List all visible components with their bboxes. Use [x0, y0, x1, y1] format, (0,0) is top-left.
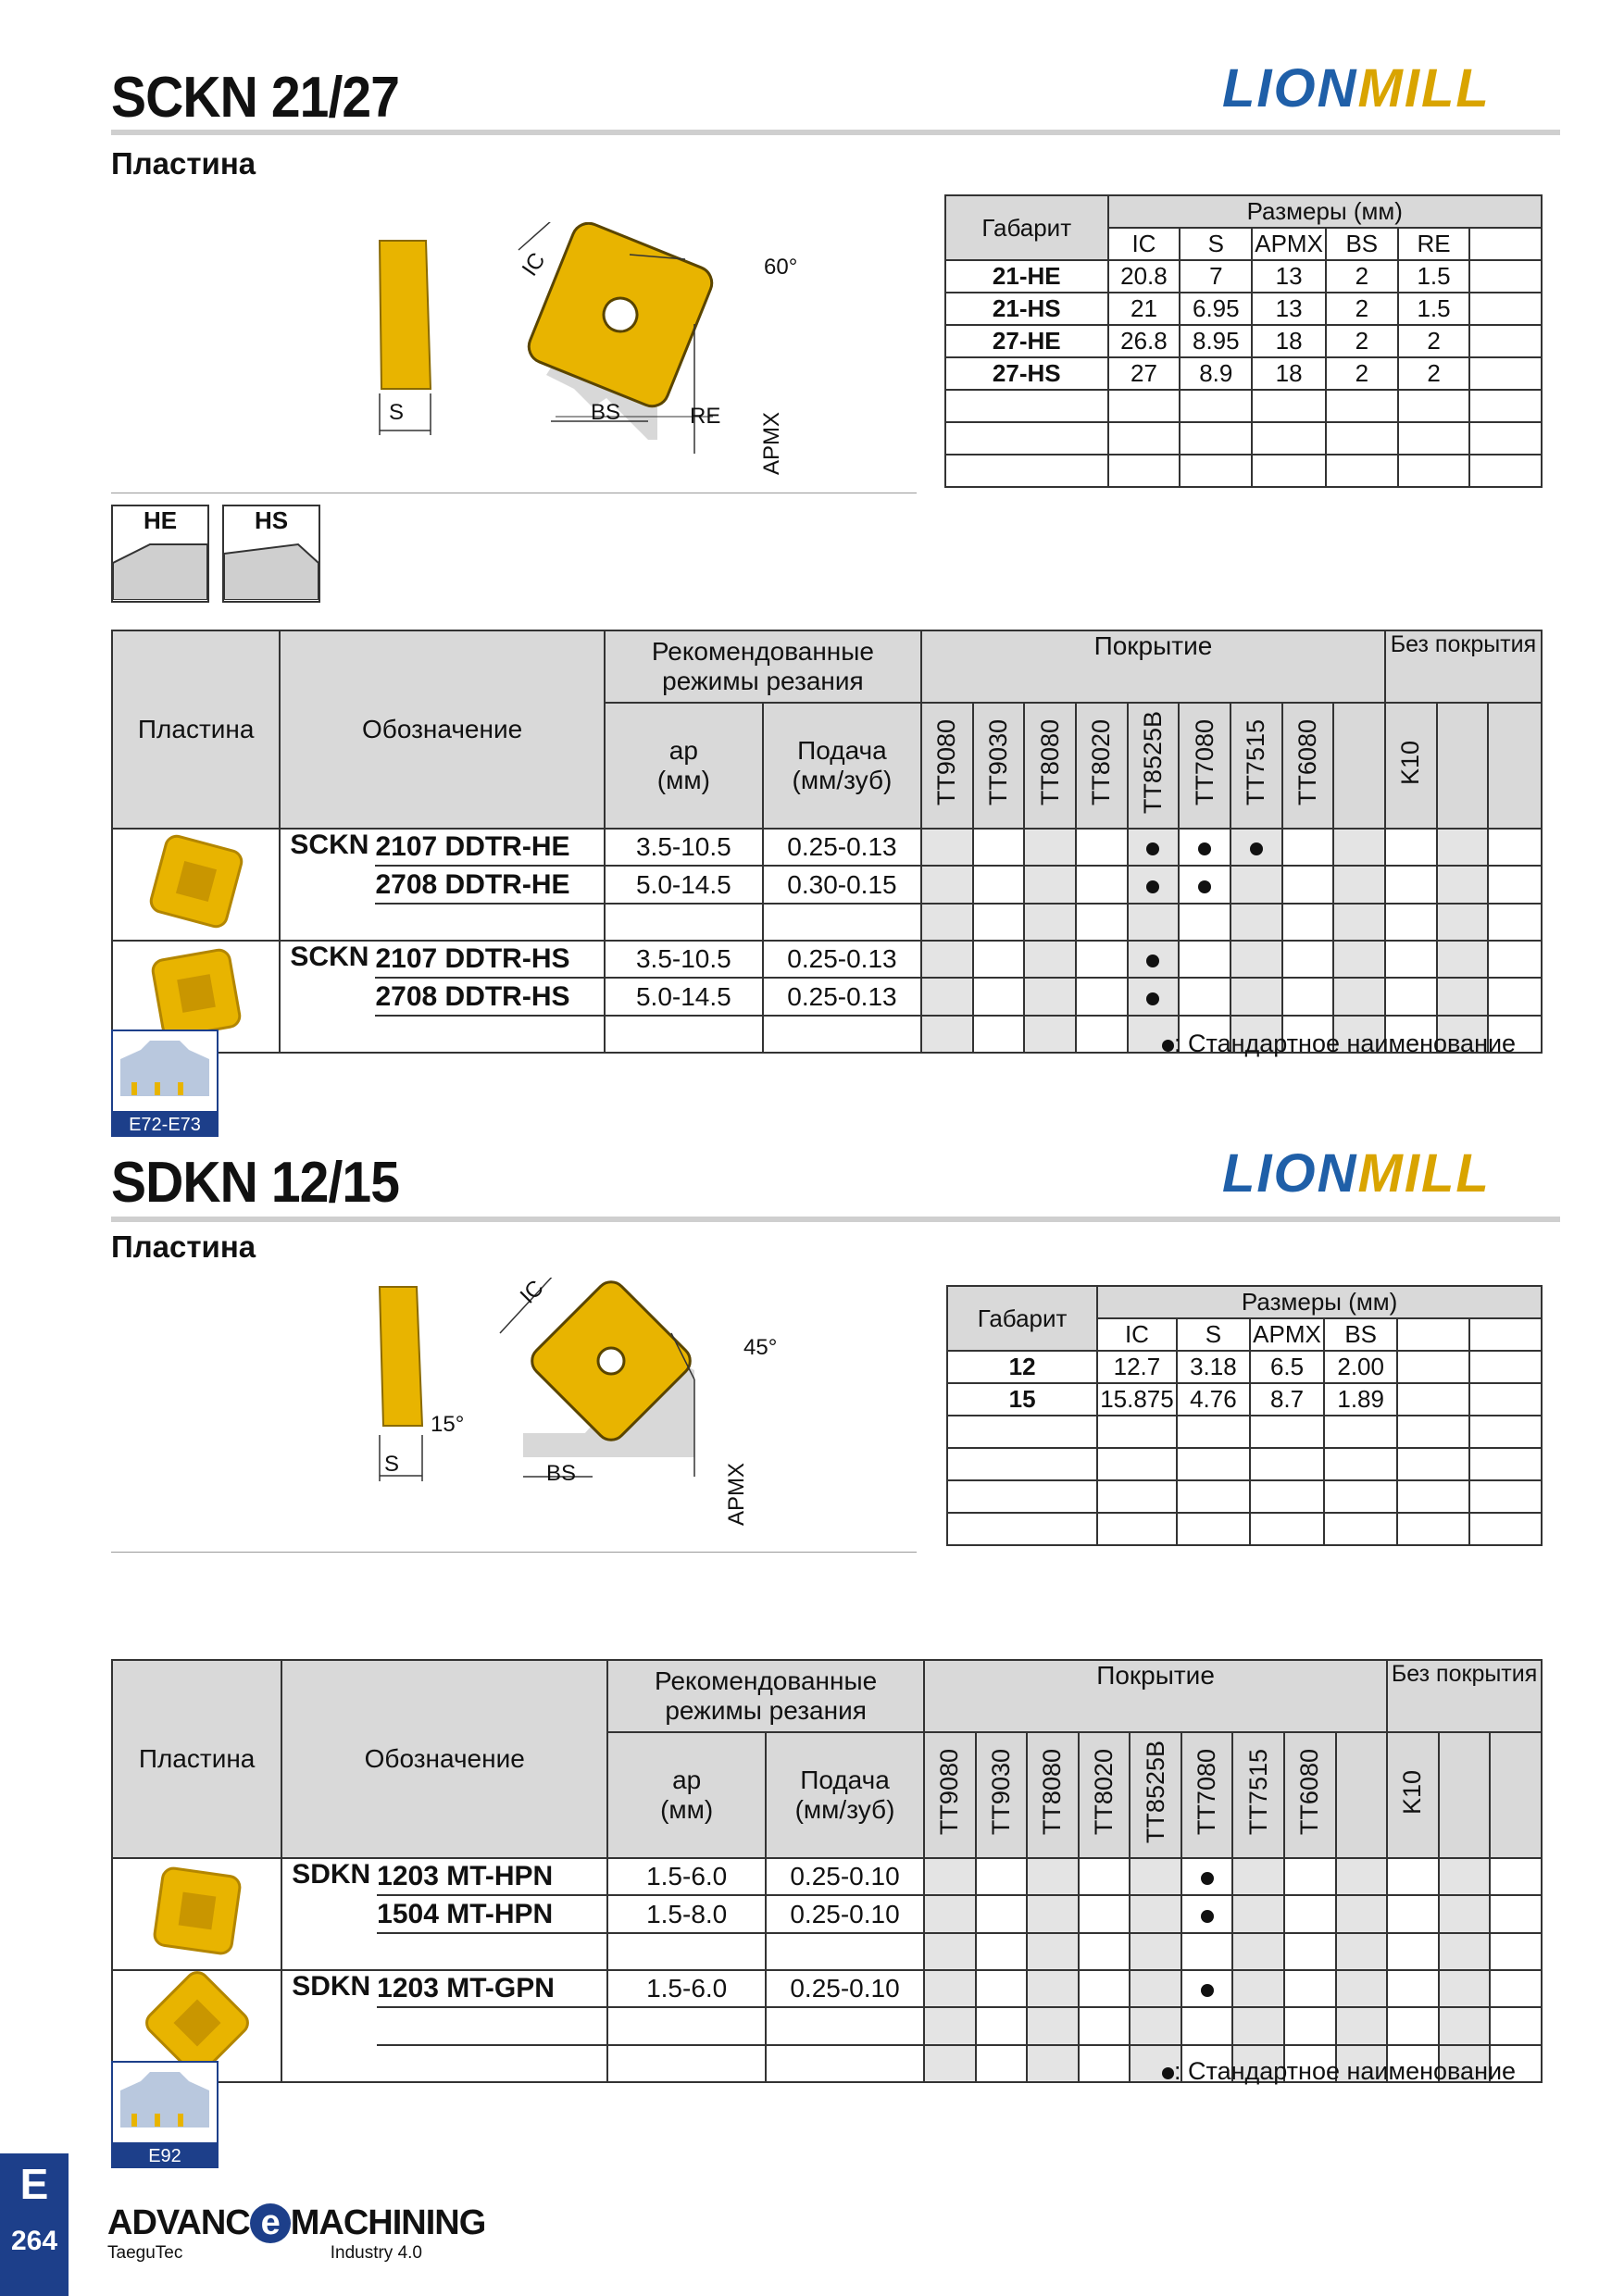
label-apmx: APMX	[759, 411, 785, 476]
designation	[377, 1933, 607, 1970]
grade-cell	[1076, 866, 1128, 903]
dim-row: 21-HS 21 6.95 13 2 1.5	[945, 293, 1542, 325]
availability-dot	[1198, 842, 1211, 855]
grade-cell	[1076, 978, 1128, 1015]
grade-cell	[1027, 2045, 1079, 2082]
designation	[375, 1016, 604, 1053]
grade-cell	[1027, 2007, 1079, 2044]
grade-cell	[1024, 978, 1076, 1015]
ap-value	[607, 2007, 766, 2044]
grade-cell	[1232, 2007, 1284, 2044]
label-angle-2: 45°	[743, 1335, 778, 1360]
label-s: S	[389, 400, 405, 425]
grade-cell	[976, 2045, 1028, 2082]
feed-value: 0.25-0.10	[766, 1970, 924, 2007]
grade-cell	[976, 1970, 1028, 2007]
ap-value: 1.5-6.0	[607, 1970, 766, 2007]
grade-cell	[1439, 1970, 1491, 2007]
grade-cell	[1336, 1858, 1388, 1895]
grade-cell	[921, 1016, 973, 1053]
grade-cell	[973, 866, 1025, 903]
availability-dot	[1146, 842, 1159, 855]
grade-cell	[976, 1858, 1028, 1895]
ap-value	[605, 1016, 763, 1053]
designation	[377, 2045, 607, 2082]
grade-cell	[1079, 1858, 1131, 1895]
toolbox-e92[interactable]: E92	[111, 2061, 219, 2168]
section2-title: SDKN 12/15	[111, 1151, 400, 1215]
grade-cell	[1333, 941, 1385, 978]
grade-cell	[1076, 941, 1128, 978]
grade-cell	[1284, 1933, 1336, 1970]
grade-cell	[1128, 941, 1180, 978]
toolbox-e72[interactable]: E72-E73	[111, 1029, 219, 1137]
variant-hs-box: HS	[222, 505, 320, 603]
grade-cell	[921, 866, 973, 903]
grade-cell	[1336, 1933, 1388, 1970]
grade-cell	[1230, 829, 1282, 866]
label-bs-2: BS	[546, 1461, 577, 1486]
grade-cell	[1336, 1895, 1388, 1932]
grade-cell	[1179, 978, 1230, 1015]
grade-cell	[1079, 1933, 1131, 1970]
grade-cell	[1437, 904, 1489, 941]
grade-cell	[1437, 866, 1489, 903]
grade-cell	[1181, 2007, 1233, 2044]
standard-note-1: : Стандартное наименование	[1162, 1029, 1516, 1058]
designation: 1203 MT-GPN	[377, 1970, 607, 2007]
grade-cell	[973, 904, 1025, 941]
grade-cell	[1232, 1970, 1284, 2007]
grade-cell	[1024, 829, 1076, 866]
feed-value: 0.25-0.10	[766, 1858, 924, 1895]
section1-title: SCKN 21/27	[111, 66, 400, 130]
label-ic: IC	[517, 248, 551, 281]
grade-cell	[1437, 829, 1489, 866]
grade-cell	[1027, 1858, 1079, 1895]
table-row	[112, 1858, 1542, 1895]
grade-cell	[1282, 904, 1334, 941]
designation: 2708 DDTR-HS	[375, 978, 604, 1015]
grade-cell	[1079, 2007, 1131, 2044]
grade-cell	[1387, 2007, 1439, 2044]
ap-value	[605, 904, 763, 941]
grade-cell	[1230, 941, 1282, 978]
grade-cell	[1079, 1895, 1131, 1932]
designation: 2107 DDTR-HS	[375, 941, 604, 978]
designation: 1203 MT-HPN	[377, 1858, 607, 1895]
grade-cell	[1387, 1970, 1439, 2007]
insert-diagram-sckn	[352, 222, 815, 481]
grade-cell	[973, 829, 1025, 866]
grade-cell	[1232, 1933, 1284, 1970]
ap-value: 1.5-6.0	[607, 1858, 766, 1895]
grade-cell	[1333, 978, 1385, 1015]
grade-cell	[1385, 941, 1437, 978]
dim-row: 27-HS 27 8.9 18 2 2	[945, 357, 1542, 390]
grade-cell	[1488, 829, 1542, 866]
grade-cell	[1232, 1895, 1284, 1932]
grade-cell	[1490, 1970, 1542, 2007]
feed-value	[766, 2045, 924, 2082]
label-bs: BS	[591, 400, 621, 425]
grade-cell	[1130, 1895, 1181, 1932]
feed-value	[763, 904, 921, 941]
grade-cell	[1230, 978, 1282, 1015]
section-tab: E 264	[0, 2153, 69, 2296]
designation: 2107 DDTR-HE	[375, 829, 604, 866]
feed-value: 0.25-0.13	[763, 829, 921, 866]
grade-cell	[1387, 1858, 1439, 1895]
dim-row: 12 12.7 3.18 6.5 2.00	[947, 1351, 1542, 1383]
grade-cell	[1284, 1858, 1336, 1895]
designation-prefix: SCKN	[280, 941, 375, 1053]
grade-cell	[1181, 1970, 1233, 2007]
ap-value: 5.0-14.5	[605, 866, 763, 903]
grade-cell	[1076, 1016, 1128, 1053]
designation-prefix: SCKN	[280, 829, 375, 941]
grade-cell	[924, 1858, 976, 1895]
availability-dot	[1146, 955, 1159, 967]
ap-value: 3.5-10.5	[605, 941, 763, 978]
label-angle-15: 15°	[431, 1412, 465, 1437]
grade-cell	[1128, 904, 1180, 941]
grade-cell	[1439, 2007, 1491, 2044]
grade-cell	[1333, 829, 1385, 866]
dim-row: 27-HE 26.8 8.95 18 2 2	[945, 325, 1542, 357]
ap-value: 3.5-10.5	[605, 829, 763, 866]
feed-value	[763, 1016, 921, 1053]
grade-cell	[1336, 1970, 1388, 2007]
grade-cell	[1027, 1933, 1079, 1970]
grade-cell	[1230, 866, 1282, 903]
designation-prefix: SDKN	[281, 1970, 377, 2082]
availability-dot	[1198, 880, 1211, 893]
diagram-rule-2	[111, 1552, 917, 1553]
variant-he-box: HE	[111, 505, 209, 603]
inserts-table-sdkn: Пластина Обозначение Рекомендованные режимы резания Покрытие Без покрытия ap (мм) Подача (мм/зуб) TT9080 TT9030 TT8080 TT8020 TT8525B TT7080 TT7515 TT6080 K10 SDKN 1203 MT-HPN 1.5-6.0 0.25-0.10 1504 MT-HPN 1.5-8.0 0.25-0.10 SDKN 1203 MT-GPN 1.5-6.0 0.25-0.10	[111, 1659, 1543, 2083]
grade-cell	[1282, 829, 1334, 866]
dimensions-table-sdkn: Габарит Размеры (мм) IC S APMX BS 12 12.7 3.18 6.5 2.00 15 15.875 4.76 8.7 1.89	[946, 1285, 1543, 1546]
grade-cell	[1385, 829, 1437, 866]
grade-cell	[1439, 1858, 1491, 1895]
grade-cell	[921, 904, 973, 941]
grade-cell	[921, 978, 973, 1015]
label-ic-2: IC	[515, 1275, 549, 1309]
grade-cell	[1024, 904, 1076, 941]
inserts-table-sckn: Пластина Обозначение Рекомендованные режимы резания Покрытие Без покрытия ap (мм) Подача (мм/зуб) TT9080 TT9030 TT8080 TT8020 TT8525B TT7080 TT7515 TT6080 K10 SCKN 2107 DDTR-HE 3.5-10.5 0.25-0.13 2708 DDTR-HE 5.0-14.5 0.30-0.15 SCKN 2107 DDTR-HS 3.5-10.5 0.25-0.13 2708 DDTR-HS 5.0-14.5 0.25-0.13	[111, 630, 1543, 1054]
standard-note-2: : Стандартное наименование	[1162, 2057, 1516, 2086]
availability-dot	[1146, 992, 1159, 1005]
grade-cell	[973, 941, 1025, 978]
feed-value	[766, 1933, 924, 1970]
grade-cell	[921, 829, 973, 866]
grade-cell	[1130, 1933, 1181, 1970]
grade-cell	[1437, 978, 1489, 1015]
grade-cell	[1179, 941, 1230, 978]
grade-cell	[1128, 866, 1180, 903]
grade-cell	[1076, 829, 1128, 866]
grade-cell	[1336, 2007, 1388, 2044]
label-s-2: S	[384, 1452, 400, 1477]
grade-cell	[1490, 2007, 1542, 2044]
grade-cell	[1179, 904, 1230, 941]
grade-cell	[1439, 1933, 1491, 1970]
grade-cell	[1079, 1970, 1131, 2007]
ap-value	[607, 2045, 766, 2082]
availability-dot	[1201, 1910, 1214, 1923]
grade-cell	[1282, 978, 1334, 1015]
designation: 1504 MT-HPN	[377, 1895, 607, 1932]
availability-dot	[1201, 1872, 1214, 1885]
grade-cell	[1284, 1970, 1336, 2007]
grade-cell	[1333, 866, 1385, 903]
insert-image	[112, 829, 280, 941]
grade-cell	[1128, 829, 1180, 866]
grade-cell	[1490, 1858, 1542, 1895]
grade-cell	[1488, 941, 1542, 978]
grade-cell	[1232, 1858, 1284, 1895]
table-row	[112, 941, 1542, 978]
grade-cell	[1130, 2007, 1181, 2044]
grade-cell	[973, 978, 1025, 1015]
feed-value: 0.30-0.15	[763, 866, 921, 903]
ap-value: 1.5-8.0	[607, 1895, 766, 1932]
grade-cell	[1181, 1858, 1233, 1895]
dimensions-table-sckn: Габарит Размеры (мм) IC S APMX BS RE 21-HE 20.8 7 13 2 1.5 21-HS 21 6.95 13 2 1.5 27-HE 26.8 8.95 18 2 2 27-HS 27 8.9 18 2 2	[944, 194, 1543, 488]
designation-prefix: SDKN	[281, 1858, 377, 1970]
grade-cell	[976, 1933, 1028, 1970]
grade-cell	[1181, 1933, 1233, 1970]
grade-cell	[1439, 1895, 1491, 1932]
title-rule-2	[111, 1217, 1560, 1222]
availability-dot	[1250, 842, 1263, 855]
lionmill-logo-2: LIONMILL	[1222, 1143, 1491, 1204]
table-row	[112, 1970, 1542, 2007]
grade-cell	[1490, 1933, 1542, 1970]
grade-cell	[973, 1016, 1025, 1053]
label-angle: 60°	[764, 255, 798, 280]
grade-cell	[1284, 1895, 1336, 1932]
feed-value	[766, 2007, 924, 2044]
grade-cell	[1076, 904, 1128, 941]
label-apmx-2: APMX	[724, 1462, 750, 1527]
grade-cell	[1488, 978, 1542, 1015]
title-rule	[111, 130, 1560, 135]
lionmill-logo: LIONMILL	[1222, 58, 1491, 119]
grade-cell	[924, 2045, 976, 2082]
ap-value: 5.0-14.5	[605, 978, 763, 1015]
grade-cell	[1488, 904, 1542, 941]
advance-machining-logo: ADVANC e MACHINING TaeguTec Industry 4.0	[107, 2203, 486, 2263]
grade-cell	[1282, 866, 1334, 903]
grade-cell	[1130, 1858, 1181, 1895]
grade-cell	[1181, 1895, 1233, 1932]
grade-cell	[924, 1933, 976, 1970]
designation	[377, 2007, 607, 2044]
grade-cell	[1079, 2045, 1131, 2082]
grade-cell	[1027, 1895, 1079, 1932]
dim-row: 21-HE 20.8 7 13 2 1.5	[945, 260, 1542, 293]
availability-dot	[1201, 1984, 1214, 1997]
grade-cell	[1490, 1895, 1542, 1932]
grade-cell	[1230, 904, 1282, 941]
section2-subtitle: Пластина	[111, 1229, 256, 1264]
section1-subtitle: Пластина	[111, 146, 256, 181]
grade-cell	[1387, 1933, 1439, 1970]
grade-cell	[1385, 866, 1437, 903]
table-row	[112, 829, 1542, 866]
grade-cell	[976, 2007, 1028, 2044]
feed-value: 0.25-0.13	[763, 941, 921, 978]
dim-row: 15 15.875 4.76 8.7 1.89	[947, 1383, 1542, 1416]
grade-cell	[976, 1895, 1028, 1932]
grade-cell	[1128, 978, 1180, 1015]
grade-cell	[1027, 1970, 1079, 2007]
grade-cell	[921, 941, 973, 978]
grade-cell	[1284, 2007, 1336, 2044]
grade-cell	[924, 1970, 976, 2007]
grade-cell	[1024, 941, 1076, 978]
grade-cell	[1385, 904, 1437, 941]
availability-dot	[1146, 880, 1159, 893]
grade-cell	[1437, 941, 1489, 978]
grade-cell	[1333, 904, 1385, 941]
grade-cell	[1385, 978, 1437, 1015]
grade-cell	[1179, 866, 1230, 903]
grade-cell	[1387, 1895, 1439, 1932]
grade-cell	[1488, 866, 1542, 903]
designation	[375, 904, 604, 941]
grade-cell	[1024, 866, 1076, 903]
designation: 2708 DDTR-HE	[375, 866, 604, 903]
grade-cell	[1130, 1970, 1181, 2007]
grade-cell	[1024, 1016, 1076, 1053]
feed-value: 0.25-0.13	[763, 978, 921, 1015]
grade-cell	[924, 2007, 976, 2044]
grade-cell	[924, 1895, 976, 1932]
ap-value	[607, 1933, 766, 1970]
insert-image	[112, 1858, 281, 1970]
grade-cell	[1282, 941, 1334, 978]
feed-value: 0.25-0.10	[766, 1895, 924, 1932]
grade-cell	[1179, 829, 1230, 866]
label-re: RE	[690, 404, 721, 429]
